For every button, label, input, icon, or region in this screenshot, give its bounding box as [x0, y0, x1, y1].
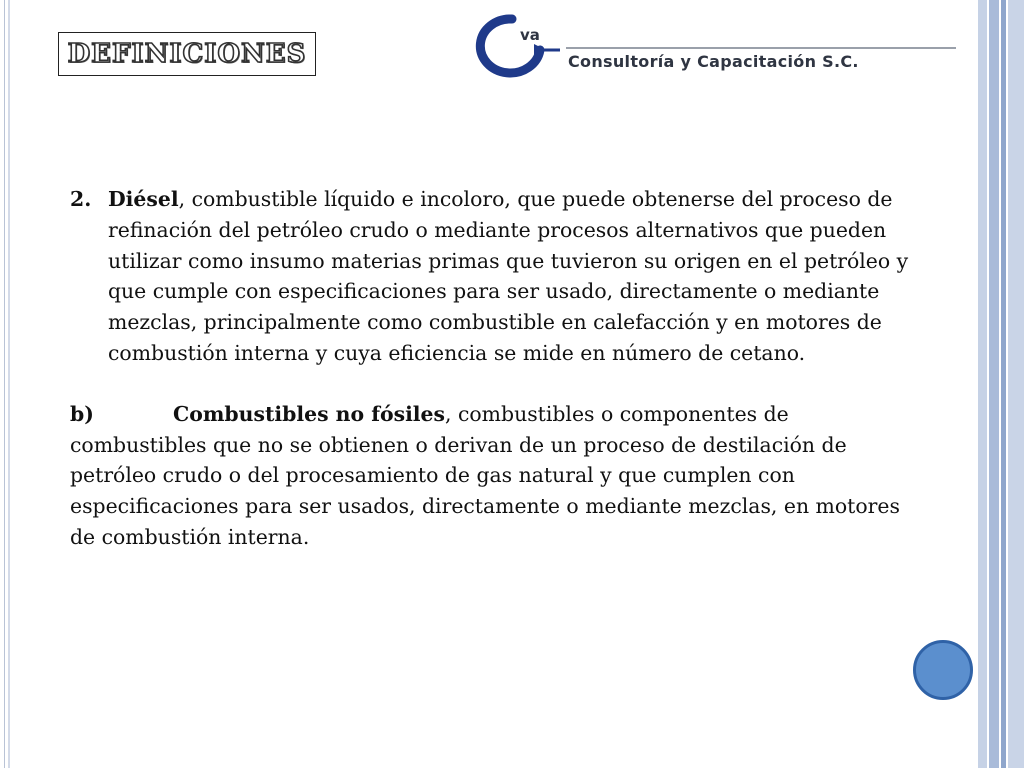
decorative-circle — [913, 640, 973, 700]
item-number: 2. — [70, 187, 92, 211]
left-frame-line-inner — [8, 0, 10, 768]
company-logo — [448, 6, 976, 78]
term-diesel: Diésel — [108, 187, 179, 211]
logo-mark-icon — [448, 6, 568, 78]
right-frame-bars — [978, 0, 1024, 768]
logo-mark-text: va — [520, 26, 540, 44]
definition-item-non-fossil — [70, 399, 930, 553]
item-label: b) — [70, 401, 94, 426]
company-name: Consultoría y Capacitación S.C. — [568, 52, 859, 71]
logo-divider — [566, 47, 956, 49]
left-frame-line — [4, 0, 5, 768]
definition-item-diesel — [70, 184, 930, 369]
item-content — [108, 184, 930, 369]
title-box — [58, 32, 316, 76]
diesel-definition: , combustible líquido e incoloro, que puede obtenerse del proceso de refinación del petróleo crudo o mediante procesos alternativos que pueden utilizar como insumo materias primas que tuvieron su origen en el petróleo y que cumple con especificaciones para ser usado, directamente o mediante mezclas, principalmente como combustible en calefacción y en motores de combustión interna y cuya eficiencia se mide en número de cetano. — [108, 187, 909, 365]
definitions-body — [70, 184, 930, 553]
paragraph-spacer — [70, 369, 930, 399]
term-non-fossil: Combustibles no fósiles — [173, 401, 446, 426]
non-fossil-definition: , combustibles o componentes de combustibles que no se obtienen o derivan de un proceso de destilación de petróleo crudo o del procesamiento de gas natural y que cumplen con especificaciones para ser usados, directamente o mediante mezclas, en motores de combustión interna. — [70, 401, 900, 549]
page-title: DEFINICIONES — [67, 39, 307, 69]
